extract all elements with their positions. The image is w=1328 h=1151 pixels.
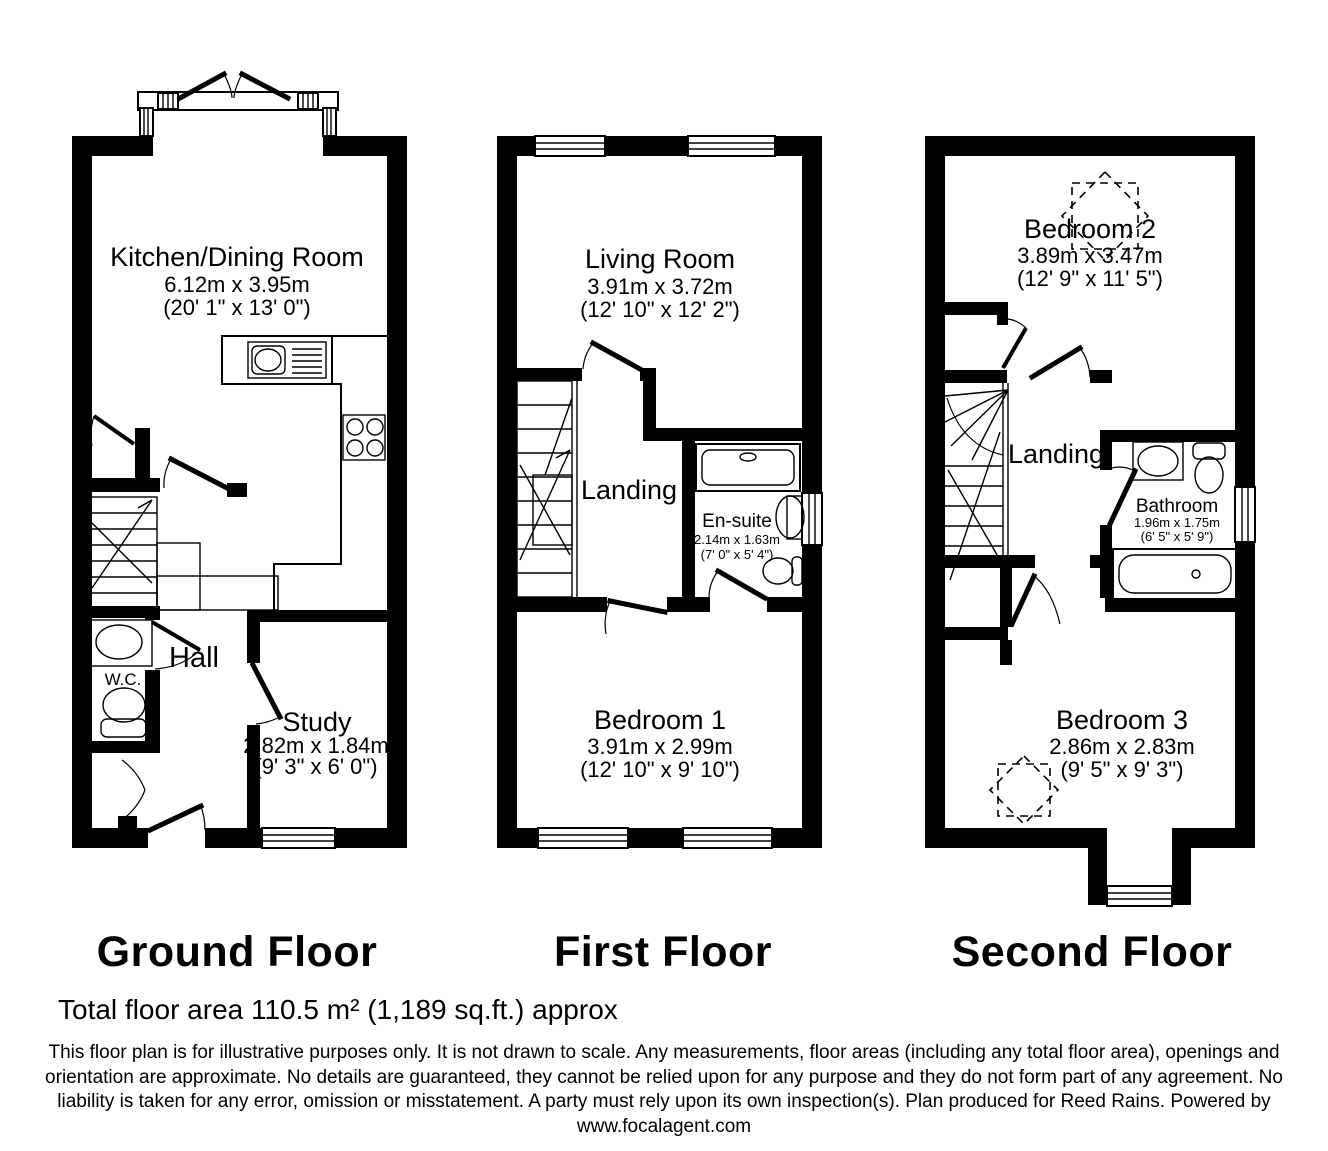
- hall-door: [164, 459, 227, 488]
- kitchen-counter: [222, 336, 387, 610]
- website-url: www.focalagent.com: [576, 1115, 752, 1137]
- disclaimer-line-1: This floor plan is for illustrative purposes only. It is not drawn to scale. Any measurements, floor areas (including any total floor area), openings and: [48, 1042, 1280, 1063]
- room-dims-bedroom3-metric: 2.86m x 2.83m: [1049, 734, 1195, 759]
- disclaimer: [0, 1041, 1328, 1139]
- room-dims-ensuite-imperial: (7' 0" x 5' 4"): [700, 547, 774, 562]
- study-door: [253, 665, 280, 724]
- room-dims-bedroom2-metric: 3.89m x 3.47m: [1017, 243, 1163, 268]
- room-label-bathroom: Bathroom: [1135, 496, 1219, 517]
- bay-glazing-right: [298, 93, 318, 109]
- understairs-cupboard-door: [91, 416, 134, 446]
- hall-cupboard-bifold: [122, 760, 145, 820]
- room-dims-kitchen-metric: 6.12m x 3.95m: [164, 272, 310, 297]
- room-dims-bathroom-metric: 1.96m x 1.75m: [1134, 515, 1220, 530]
- wc-toilet: [101, 688, 146, 737]
- room-dims-bedroom3-imperial: (9' 5" x 9' 3"): [1060, 757, 1184, 782]
- first-floor-window-bottom-right: [683, 828, 772, 848]
- total-floor-area: Total floor area 110.5 m² (1,189 sq.ft.) approx: [58, 994, 618, 1025]
- living-room-door: [583, 343, 640, 369]
- room-label-bedroom2: Bedroom 2: [1023, 214, 1157, 244]
- bay-apex-right: [234, 74, 242, 98]
- bedroom3-skylight: [990, 756, 1058, 824]
- room-label-bedroom1: Bedroom 1: [593, 705, 727, 735]
- study-window: [262, 828, 335, 848]
- ground-floor-plan: [72, 74, 407, 848]
- floor-title-first: First Floor: [553, 928, 773, 976]
- bay-side-window-right: [323, 108, 336, 136]
- bathroom-toilet: [1193, 443, 1225, 493]
- bathroom-bath: [1113, 549, 1237, 599]
- room-label-living-room: Living Room: [584, 244, 736, 274]
- room-label-bedroom3: Bedroom 3: [1055, 705, 1189, 735]
- room-dims-bathroom-imperial: (6' 5" x 5' 9"): [1140, 529, 1214, 544]
- room-label-wc: W.C.: [104, 670, 142, 689]
- room-dims-ensuite-metric: 2.14m x 1.63m: [694, 532, 780, 547]
- room-label-landing-first: Landing: [580, 475, 678, 505]
- floor-title-second: Second Floor: [951, 928, 1233, 976]
- first-floor-stairs: [517, 381, 577, 597]
- bay-apex-left: [224, 74, 232, 98]
- room-dims-study-imperial: (9' 3" x 6' 0"): [254, 754, 378, 779]
- room-label-kitchen-dining: Kitchen/Dining Room: [110, 242, 364, 272]
- bedroom1-door: [605, 601, 665, 634]
- ensuite-basin: [776, 496, 804, 539]
- wc-basin: [90, 620, 152, 666]
- second-floor-plan: [925, 136, 1255, 906]
- room-dims-study-metric: 2.82m x 1.84m: [243, 733, 389, 758]
- bay-glazing-left: [158, 93, 178, 109]
- floor-title-ground: Ground Floor: [96, 928, 378, 976]
- room-dims-living-metric: 3.91m x 3.72m: [587, 274, 733, 299]
- first-floor-window-bottom-left: [538, 828, 628, 848]
- dormer-window: [1107, 886, 1172, 906]
- disclaimer-line-3: liability is taken for any error, omission or misstatement. A party must rely upon its own inspection(s). Plan produced for Reed Rains. Powered by: [57, 1091, 1271, 1112]
- ground-stairs: [88, 497, 278, 610]
- first-floor-window-top-left: [535, 136, 605, 156]
- room-dims-kitchen-imperial: (20' 1" x 13' 0"): [163, 295, 311, 320]
- first-floor-plan: [497, 136, 822, 848]
- ensuite-window: [802, 493, 822, 545]
- room-label-study: Study: [282, 707, 352, 737]
- room-dims-living-imperial: (12' 10" x 12' 2"): [580, 297, 740, 322]
- room-dims-bedroom2-imperial: (12' 9" x 11' 5"): [1017, 266, 1163, 291]
- bedroom3-door: [1012, 576, 1060, 624]
- bay-window: [138, 74, 338, 136]
- bay-roof-line-right: [242, 74, 288, 98]
- hob: [343, 415, 385, 460]
- bathroom-basin: [1133, 442, 1183, 480]
- front-door: [150, 806, 205, 830]
- bedroom2-cupboard-door: [1003, 319, 1026, 368]
- disclaimer-line-2: orientation are approximate. No details are guaranteed, they cannot be relied upon for any purpose and they do not form part of any agreement. No: [45, 1066, 1283, 1088]
- room-dims-bedroom1-metric: 3.91m x 2.99m: [587, 734, 733, 759]
- first-floor-window-top-right: [688, 136, 775, 156]
- ensuite-bath: [696, 444, 800, 491]
- bedroom2-door: [1032, 348, 1090, 377]
- bathroom-window: [1235, 487, 1255, 542]
- bathroom-door: [1110, 467, 1135, 524]
- bay-side-window-left: [140, 108, 153, 136]
- room-label-landing-second: Landing: [1007, 439, 1105, 469]
- room-label-ensuite: En-suite: [702, 511, 772, 532]
- kitchen-sink: [248, 342, 326, 378]
- ensuite-door: [709, 571, 765, 598]
- room-label-hall: Hall: [169, 642, 219, 674]
- bay-roof-line-left: [180, 74, 224, 98]
- second-floor-stairs: [945, 383, 1008, 580]
- room-dims-bedroom1-imperial: (12' 10" x 9' 10"): [580, 757, 740, 782]
